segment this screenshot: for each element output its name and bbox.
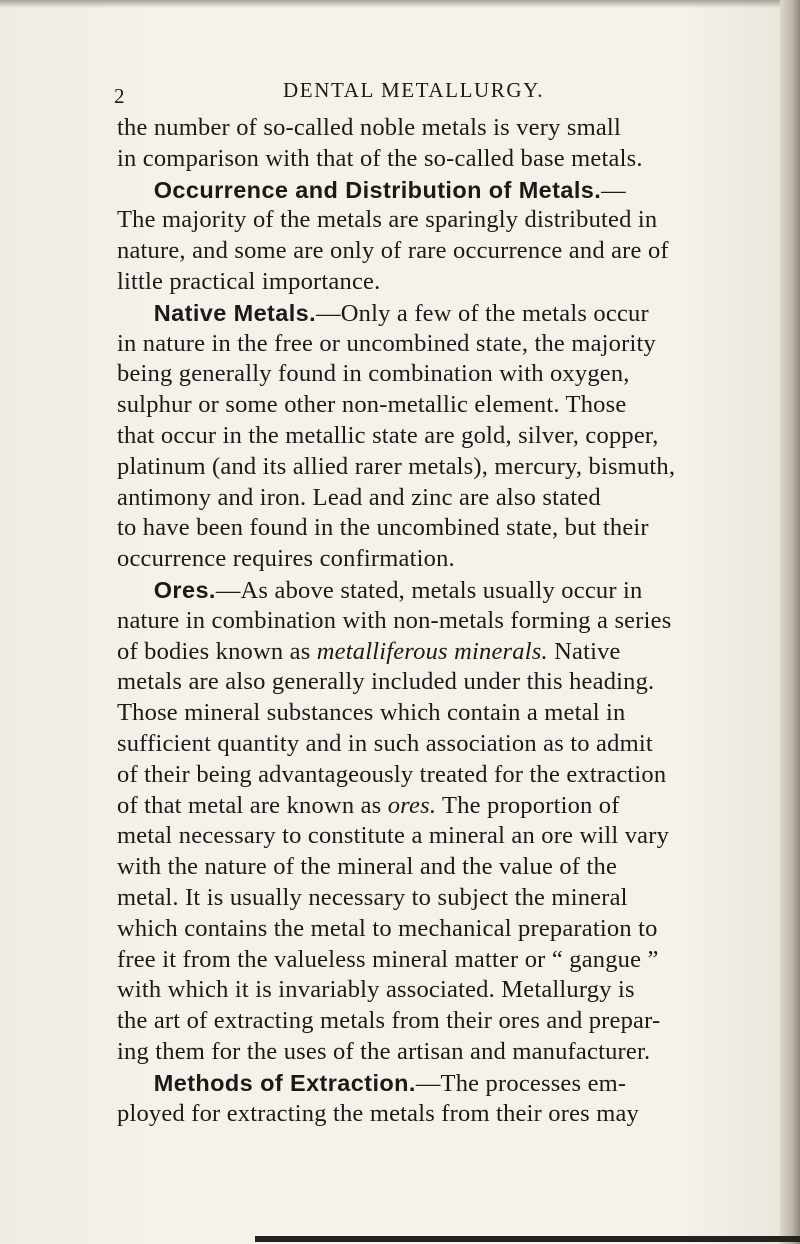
text-line: the art of extracting metals from their ores and prepar- — [117, 1007, 661, 1035]
text-line: in nature in the free or uncombined state, the majority — [117, 329, 656, 357]
section-heading-methods-of-extraction: Methods of Extraction. — [153, 1069, 416, 1096]
text-line: metal. It is usually necessary to subject the mineral — [117, 883, 628, 911]
text-fragment: The proportion of — [436, 791, 620, 819]
paragraph-lead: —The processes em- — [415, 1069, 627, 1097]
text-line: platinum (and its allied rarer metals), mercury, bismuth, — [117, 452, 676, 480]
text-line: metals are also generally included under this heading. — [117, 668, 655, 696]
page-header — [0, 78, 800, 110]
page-top-shadow — [0, 0, 800, 8]
text-line: nature, and some are only of rare occurrence and are of — [117, 237, 669, 265]
paragraph-lead: —As above stated, metals usually occur in — [215, 576, 643, 604]
section-methods-heading-line — [117, 1068, 797, 1099]
text-line: in comparison with that of the so-called base metals. — [117, 144, 643, 172]
paragraph-lead: —Only a few of the metals occur — [316, 299, 649, 327]
text-line: Those mineral substances which contain a metal in — [117, 699, 626, 727]
text-line: being generally found in combination with oxygen, — [117, 360, 630, 388]
italic-term-metalliferous-minerals: metalliferous minerals. — [316, 637, 548, 665]
text-fragment: of bodies known as — [117, 637, 317, 665]
italic-term-ores: ores. — [387, 791, 437, 819]
text-line: with the nature of the mineral and the value of the — [117, 853, 618, 881]
text-line: ing them for the uses of the artisan and manufacturer. — [117, 1037, 651, 1065]
running-head: DENTAL METALLURGY. — [283, 78, 545, 102]
heading-dash: — — [601, 176, 626, 204]
page-number: 2 — [114, 84, 126, 108]
section-heading-ores: Ores. — [153, 576, 216, 603]
text-line: the number of so-called noble metals is very small — [117, 114, 621, 141]
body-text — [117, 113, 797, 1129]
text-line: occurrence requires confirmation. — [117, 545, 455, 573]
text-line: to have been found in the uncombined state, but their — [117, 514, 649, 542]
section-ores-heading-line — [117, 575, 797, 606]
text-line — [117, 791, 797, 822]
text-line: sulphur or some other non-metallic element. Those — [117, 391, 627, 419]
text-line: metal necessary to constitute a mineral an ore will vary — [117, 822, 670, 850]
text-fragment: of that metal are known as — [117, 791, 388, 819]
section-heading-native-metals: Native Metals. — [153, 299, 317, 326]
text-line: which contains the metal to mechanical preparation to — [117, 914, 658, 942]
text-line — [117, 637, 797, 668]
bottom-edge-rule — [255, 1236, 800, 1242]
text-line: antimony and iron. Lead and zinc are also stated — [117, 483, 601, 511]
text-line: The majority of the metals are sparingly distributed in — [117, 206, 658, 234]
text-line: of their being advantageously treated for the extraction — [117, 760, 667, 788]
text-fragment: Native — [547, 637, 621, 665]
text-line: that occur in the metallic state are gold, silver, copper, — [117, 421, 659, 449]
text-line: nature in combination with non-metals forming a series — [117, 606, 672, 634]
text-line: little practical importance. — [117, 267, 381, 295]
text-line: with which it is invariably associated. Metallurgy is — [117, 976, 635, 1004]
text-line: free it from the valueless mineral matter or “ gangue ” — [117, 945, 659, 973]
section-heading-occurrence: Occurrence and Distribution of Metals. — [153, 176, 602, 203]
section-occurrence-heading-line — [117, 175, 797, 206]
text-line: ployed for extracting the metals from their ores may — [117, 1099, 640, 1127]
section-native-heading-line — [117, 298, 797, 329]
text-line: sufficient quantity and in such association as to admit — [117, 729, 653, 757]
